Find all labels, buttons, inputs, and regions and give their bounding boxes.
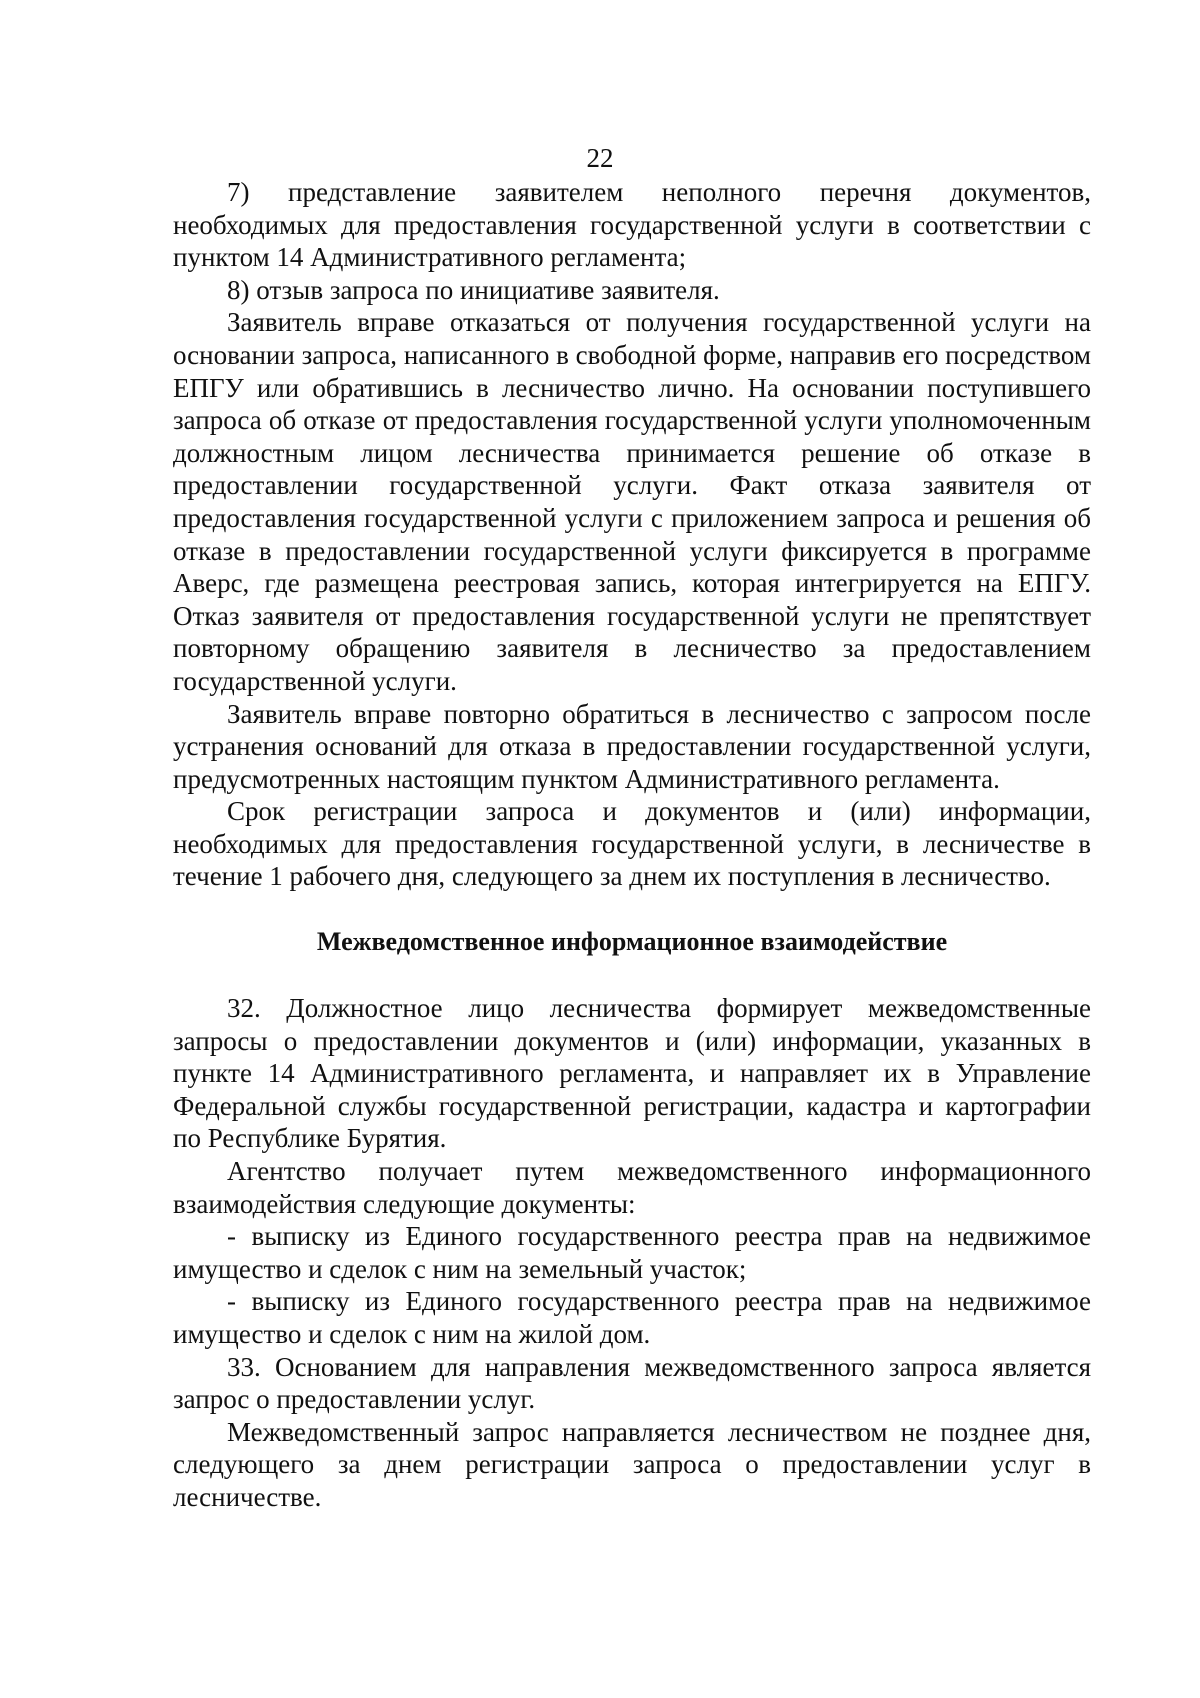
paragraph-item-8: 8) отзыв запроса по инициативе заявителя.	[227, 274, 720, 305]
paragraph-agency: Агентство получает путем межведомственного информационного взаимодействия следующие документы:	[173, 1156, 1091, 1219]
paragraph-registration-term: Срок регистрации запроса и документов и (или) информации, необходимых для предоставления государственной услуги, в лесничестве в течение 1 рабочего дня, следующего за днем их поступления в лесничество.	[173, 796, 1091, 892]
list-item-house: - выписку из Единого государственного реестра прав на недвижимое имущество и сделок с ним на жилой дом.	[173, 1286, 1091, 1349]
page-number: 22	[586, 143, 614, 173]
document-body	[173, 176, 1091, 1514]
paragraph-interagency-request: Межведомственный запрос направляется лесничеством не позднее дня, следующего за днем регистрации запроса о предоставлении услуг в лесничестве.	[173, 1416, 1091, 1512]
paragraph-33: 33. Основанием для направления межведомственного запроса является запрос о предоставлении услуг.	[173, 1351, 1091, 1415]
section-heading: Межведомственное информационное взаимодействие	[316, 927, 948, 957]
paragraph-32: 32. Должностное лицо лесничества формирует межведомственные запросы о предоставлении документов и (или) информации, указанных в пункте 14 Административного регламента, и направляет их в Управление Федеральной службы государственной регистрации, кадастра и картографии по Республике Бурятия.	[173, 993, 1091, 1154]
paragraph-item-7: 7) представление заявителем неполного перечня документов, необходимых для предоставления государственной услуги в соответствии с пунктом 14 Административного регламента;	[173, 177, 1091, 273]
paragraph-refusal: Заявитель вправе отказаться от получения государственной услуги на основании запроса, написанного в свободной форме, направив его посредством ЕПГУ или обратившись в лесничество лично. На основании поступившего запроса об отказе от предоставления государственной услуги уполномоченным должностным лицом лесничества принимается решение об отказе в предоставлении государственной услуги. Факт отказа заявителя от предоставления государственной услуги с приложением запроса и решения об отказе в предоставлении государственной услуги фиксируется в программе Аверс, где размещена реестровая запись, которая интегрируется на ЕПГУ. Отказ заявителя от предоставления государственной услуги не препятствует повторному обращению заявителя в лесничество за предоставлением государственной услуги.	[173, 307, 1091, 696]
paragraph-repeat-request: Заявитель вправе повторно обратиться в лесничество с запросом после устранения оснований для отказа в предоставлении государственной услуги, предусмотренных настоящим пунктом Административного регламента.	[173, 698, 1091, 794]
list-item-land-plot: - выписку из Единого государственного реестра прав на недвижимое имущество и сделок с ним на земельный участок;	[173, 1221, 1091, 1284]
